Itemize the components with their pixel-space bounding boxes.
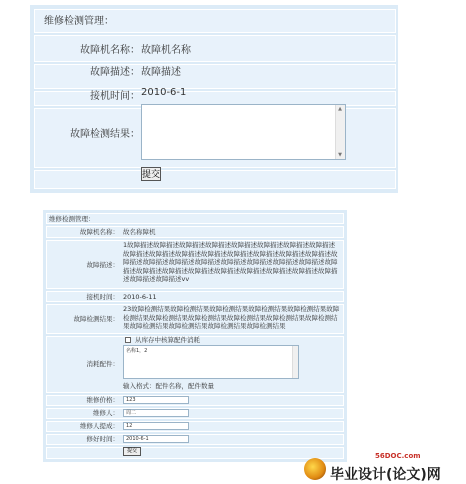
- repairer-input[interactable]: 周二: [123, 409, 189, 417]
- submit-button[interactable]: 提交: [142, 169, 161, 179]
- form2-detect-result-value: 23故障检测结果故障检测结果故障检测结果故障检测结果故障检测结果故障检测结果故障检测结果故障检测结果故障检测结果故障检测结果故障检测结果故障检测结果故障检测结果故障检测结果故障检测结果: [123, 305, 340, 330]
- watermark-text: 毕业设计(论文)网: [330, 467, 441, 483]
- form-title: 维修检测管理：: [44, 16, 114, 27]
- fault-desc-label: 故障描述：: [90, 67, 140, 78]
- globe-logo-icon: [304, 458, 326, 480]
- parts-scrollbar[interactable]: [292, 346, 298, 378]
- detect-result-textarea[interactable]: [141, 104, 346, 160]
- form2-fault-name-value: 故名称障机: [123, 228, 156, 236]
- watermark-site: 56DOC.com: [375, 452, 421, 460]
- repair-time-input[interactable]: 2010-6-1: [123, 435, 189, 443]
- receive-time-value: 2010-6-1: [141, 87, 187, 98]
- watermark: [300, 452, 466, 483]
- parts-text: 名称1，2: [126, 348, 148, 354]
- form2-fault-desc-label: 故障描述：: [86, 261, 119, 269]
- repairer-label: 维修人：: [93, 409, 119, 417]
- parts-format-hint: 输入格式：配件名称，配件数量: [123, 382, 214, 390]
- form2-fault-name-label: 故障机名称：: [80, 228, 119, 236]
- form2-title: 维修检测管理：: [49, 215, 95, 223]
- form2-fault-desc-value: 1故障描述故障描述故障描述故障描述故障描述故障描述故障描述故障描述故障描述故障描述故障描述故障描述故障描述故障描述故障描述故障描述故障描述故障描述故障描述故障描述故障描述故障描述故障描述故障描述故障描述故障描述故障描述故障描述故障描述故障描述故障描述故障描述故障描述故障描述故障描述vv: [123, 241, 338, 283]
- receive-time-label: 接机时间：: [90, 91, 140, 102]
- form2-receive-time-value: 2010-6-11: [123, 293, 157, 301]
- scroll-up-icon[interactable]: ▲: [338, 106, 342, 112]
- repair-time-label: 修好时间：: [86, 435, 119, 443]
- scroll-down-icon[interactable]: ▼: [338, 152, 342, 158]
- submit-row: [34, 170, 396, 189]
- deduct-stock-checkbox[interactable]: [125, 337, 131, 343]
- parts-textarea[interactable]: [123, 345, 299, 379]
- price-label: 维修价格：: [86, 396, 119, 404]
- textarea-scrollbar[interactable]: [335, 105, 345, 159]
- fault-desc-value: 故障描述: [141, 67, 181, 78]
- form2-receive-time-label: 接机时间：: [86, 293, 119, 301]
- price-input[interactable]: 123: [123, 396, 189, 404]
- commission-label: 维修人提成：: [80, 422, 119, 430]
- form2-detect-result-label: 故障检测结果：: [73, 315, 119, 323]
- detect-result-label: 故障检测结果：: [70, 129, 140, 140]
- commission-input[interactable]: 12: [123, 422, 189, 430]
- fault-name-label: 故障机名称：: [80, 45, 140, 56]
- form2-parts-label: 消耗配件：: [86, 360, 119, 368]
- repair-form-detailed: [43, 210, 347, 462]
- deduct-stock-label: 从库存中核算配件消耗: [135, 336, 200, 344]
- fault-name-value: 故障机名称: [141, 45, 191, 56]
- form2-submit-button[interactable]: 提交: [123, 447, 141, 456]
